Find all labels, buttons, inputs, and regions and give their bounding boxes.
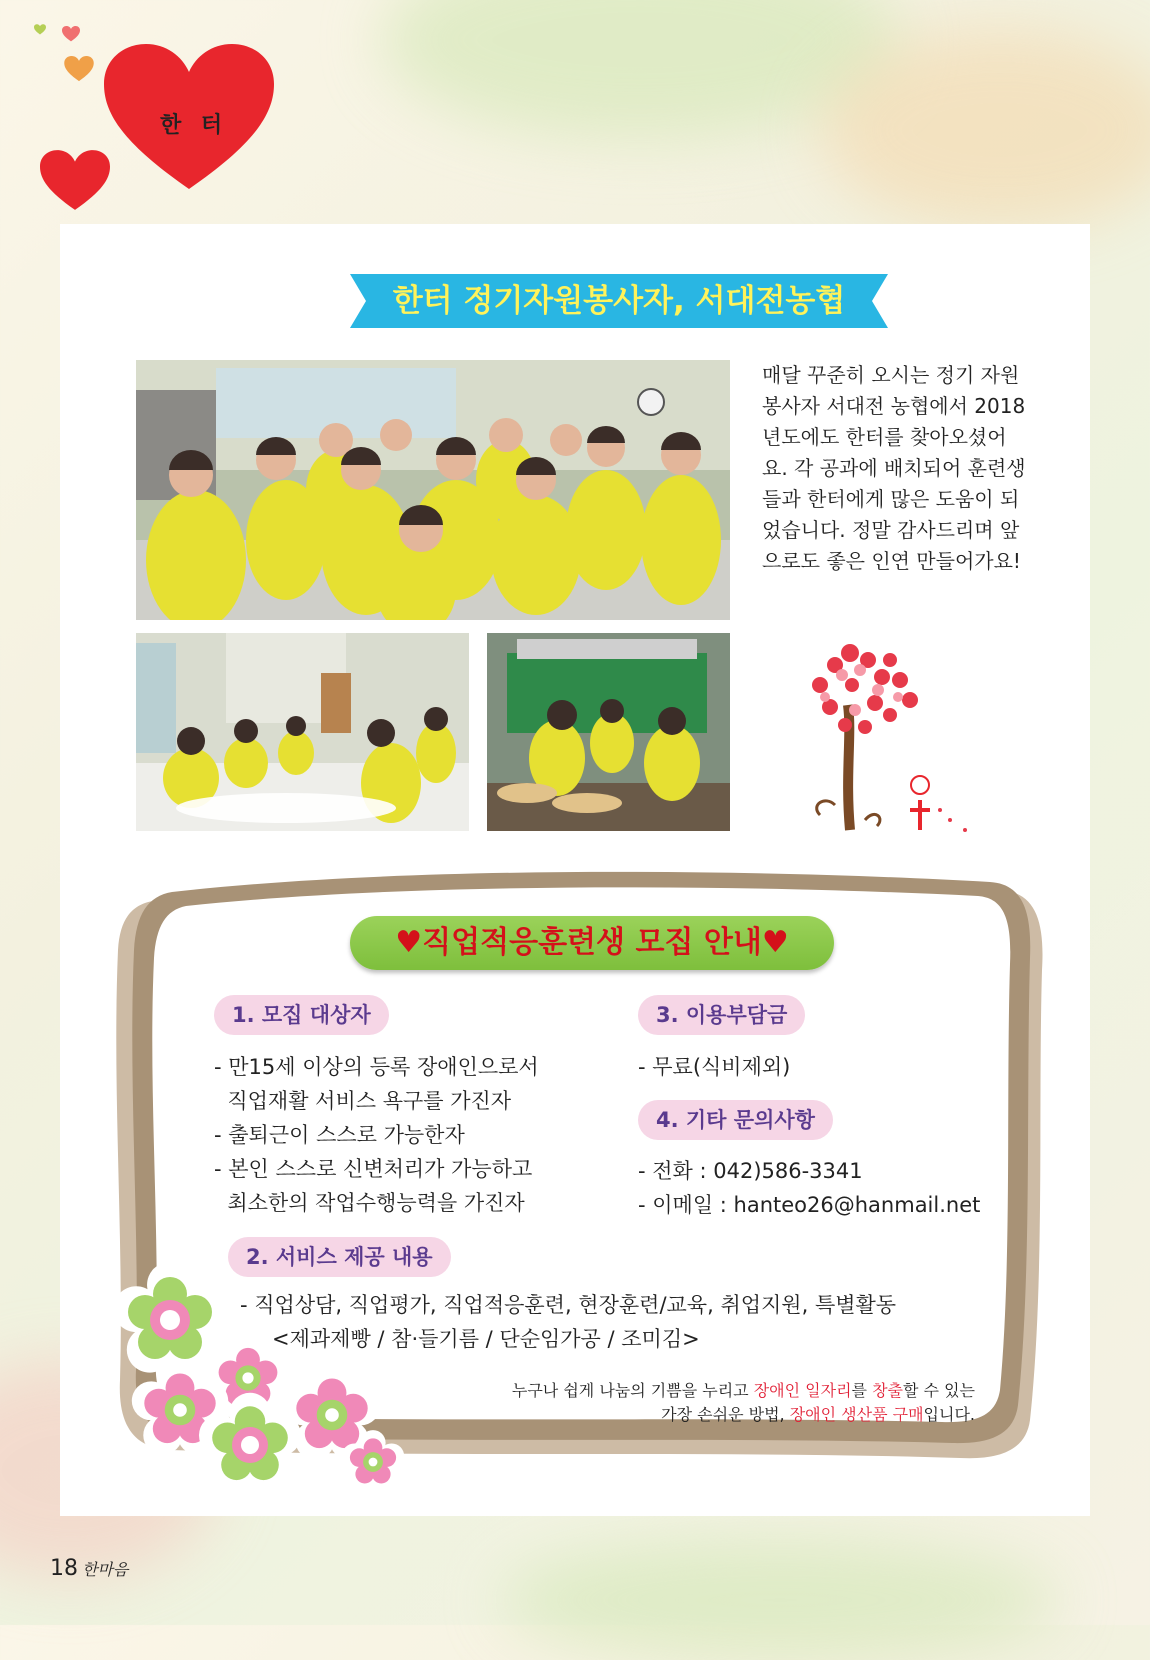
section-heading-services: 2. 서비스 제공 내용 xyxy=(228,1237,451,1277)
section-title: 한터 정기자원봉사자, 서대전농협 xyxy=(392,283,846,319)
closing-line-2 xyxy=(661,1402,975,1425)
closing-text: 입니다. xyxy=(923,1405,975,1424)
closing-text: 를 xyxy=(851,1381,873,1400)
section-heading-fee: 3. 이용부담금 xyxy=(638,995,805,1035)
tiny-heart-icon xyxy=(62,26,80,42)
small-red-heart-icon xyxy=(40,148,110,214)
intro-line: 년도에도 한터를 찾아오셨어 xyxy=(762,425,1007,449)
services-line: - 직업상담, 직업평가, 직업적응훈련, 현장훈련/교육, 취업지원, 특별활동 xyxy=(240,1293,897,1317)
flowers-decoration xyxy=(100,1250,410,1490)
tiny-green-heart-icon xyxy=(34,24,46,35)
magazine-name: 한마음 xyxy=(82,1560,129,1579)
section-heading-target: 1. 모집 대상자 xyxy=(214,995,389,1035)
target-line: - 본인 스스로 신변처리가 가능하고 xyxy=(214,1157,533,1181)
closing-line-1 xyxy=(512,1378,975,1401)
bakery-photo xyxy=(487,633,730,831)
background-wash xyxy=(820,30,1150,230)
orange-heart-icon xyxy=(64,56,94,82)
background-wash xyxy=(500,1540,1060,1660)
intro-line: 들과 한터에게 많은 도움이 되 xyxy=(762,487,1020,511)
workshop-photo xyxy=(136,633,469,831)
target-line: 최소한의 작업수행능력을 가진자 xyxy=(214,1191,525,1215)
notice-title: ♥직업적응훈련생 모집 안내♥ xyxy=(350,916,834,970)
closing-highlight: 창출 xyxy=(872,1381,903,1400)
closing-text: 누구나 쉽게 나눔의 기쁨을 누리고 xyxy=(511,1381,754,1400)
heart-tree-illustration xyxy=(790,615,990,845)
closing-text: 가장 손쉬운 방법, xyxy=(661,1405,790,1424)
page-number: 18 xyxy=(50,1556,78,1581)
intro-paragraph xyxy=(762,360,1037,577)
intro-line: 봉사자 서대전 농협에서 2018 xyxy=(762,394,1026,418)
intro-line: 으로도 좋은 인연 만들어가요! xyxy=(762,549,1021,573)
page-footer xyxy=(50,1556,128,1581)
target-line: 직업재활 서비스 욕구를 가진자 xyxy=(214,1089,512,1113)
phone-line: - 전화 : 042)586-3341 xyxy=(638,1159,863,1183)
intro-line: 었습니다. 정말 감사드리며 앞 xyxy=(762,518,1020,542)
intro-line: 요. 각 공과에 배치되어 훈련생 xyxy=(762,456,1026,480)
target-line: - 출퇴근이 스스로 가능한자 xyxy=(214,1123,465,1147)
intro-line: 매달 꾸준히 오시는 정기 자원 xyxy=(762,363,1020,387)
group-photo xyxy=(136,360,730,620)
email-line: - 이메일 : hanteo26@hanmail.net xyxy=(638,1193,981,1217)
services-line: <제과제빵 / 참·들기름 / 단순임가공 / 조미김> xyxy=(272,1327,700,1351)
fee-line: - 무료(식비제외) xyxy=(638,1055,791,1079)
closing-highlight: 장애인 생산품 구매 xyxy=(789,1405,924,1424)
section-heading-contact: 4. 기타 문의사항 xyxy=(638,1100,833,1140)
section-tag: 한 터 xyxy=(160,113,229,138)
target-line: - 만15세 이상의 등록 장애인으로서 xyxy=(214,1055,539,1079)
closing-highlight: 장애인 일자리 xyxy=(753,1381,852,1400)
closing-text: 할 수 있는 xyxy=(903,1381,975,1400)
